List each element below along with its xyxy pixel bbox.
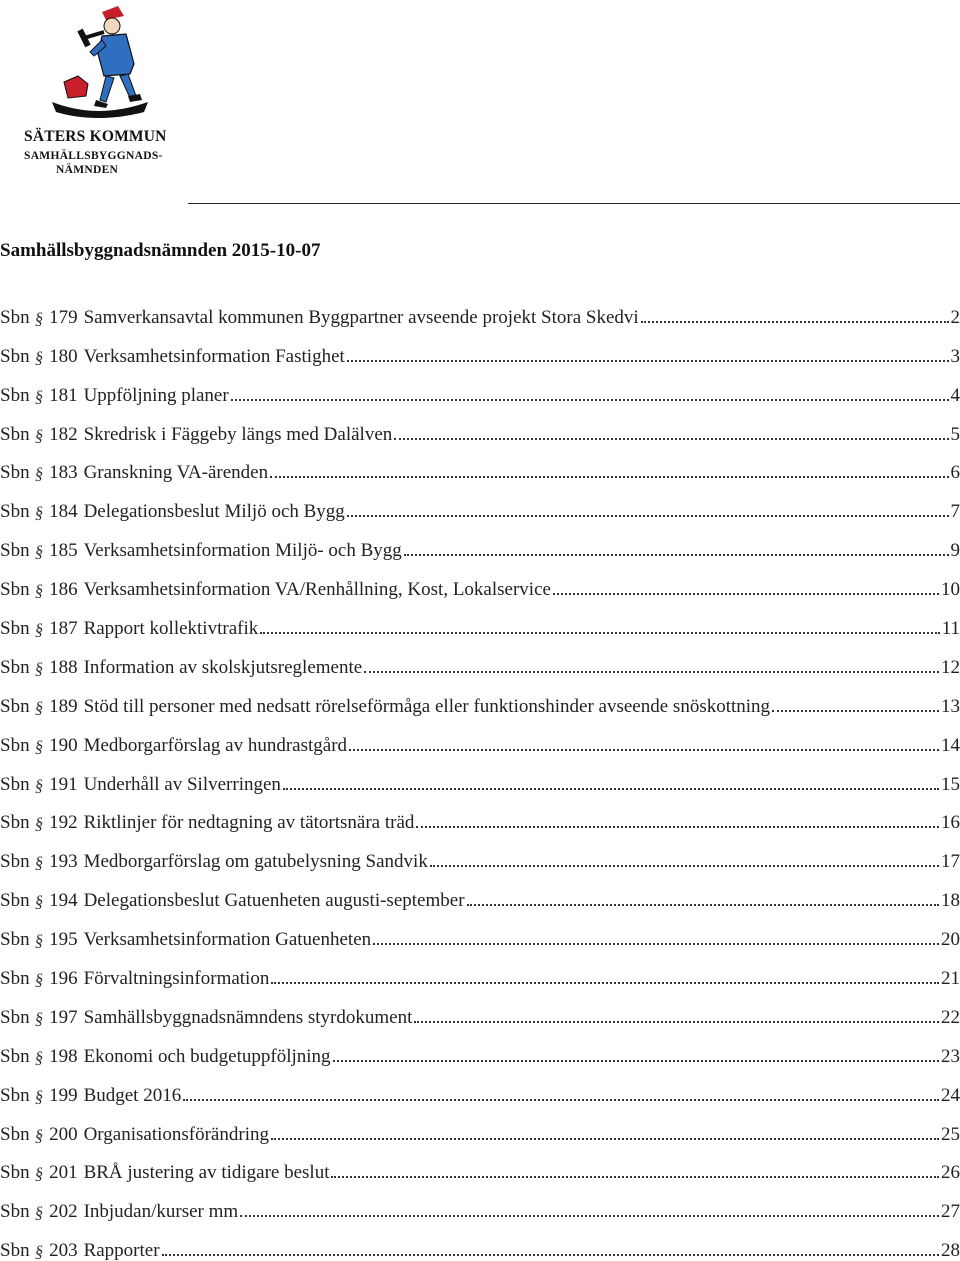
org-subtitle-line2: NÄMNDEN <box>56 164 118 176</box>
toc-entry-title: Granskning VA-ärenden <box>84 463 269 482</box>
toc-entry-title: Delegationsbeslut Miljö och Bygg <box>84 502 345 521</box>
toc-entry-page: 13 <box>941 697 960 716</box>
toc-entry-number: 194 <box>49 891 78 910</box>
section-symbol: § <box>33 893 44 910</box>
org-name: SÄTERS KOMMUN <box>24 128 167 146</box>
dot-leader <box>347 360 949 362</box>
section-symbol: § <box>33 310 44 327</box>
toc-entry-page: 17 <box>941 852 960 871</box>
dot-leader <box>271 982 939 984</box>
dot-leader <box>641 321 949 323</box>
section-symbol: § <box>33 582 44 599</box>
toc-entry-number: 187 <box>49 619 78 638</box>
section-symbol: § <box>33 1088 44 1105</box>
toc-entry[interactable] <box>0 910 960 949</box>
toc-prefix: Sbn <box>0 969 30 988</box>
dot-leader <box>333 1060 939 1062</box>
toc-entry-page: 2 <box>951 308 960 327</box>
toc-entry-title: Förvaltningsinformation <box>84 969 270 988</box>
toc-entry-page: 3 <box>951 347 960 366</box>
toc-entry-page: 21 <box>941 969 960 988</box>
toc-entry[interactable] <box>0 482 960 521</box>
dot-leader <box>349 749 939 751</box>
dot-leader <box>271 1138 939 1140</box>
section-symbol: § <box>33 621 44 638</box>
toc-entry-title: Organisationsförändring <box>84 1125 269 1144</box>
toc-entry-number: 181 <box>49 386 78 405</box>
toc-prefix: Sbn <box>0 308 30 327</box>
toc-entry[interactable] <box>0 1027 960 1066</box>
toc-entry[interactable] <box>0 794 960 833</box>
toc-prefix: Sbn <box>0 619 30 638</box>
toc-prefix: Sbn <box>0 852 30 871</box>
toc-entry-number: 191 <box>49 775 78 794</box>
toc-prefix: Sbn <box>0 386 30 405</box>
dot-leader <box>283 788 939 790</box>
org-subtitle-line1: SAMHÄLLSBYGGNADS- <box>24 150 163 162</box>
toc-entry-page: 9 <box>951 541 960 560</box>
toc-entry-title: Samverkansavtal kommunen Byggpartner avseende projekt Stora Skedvi <box>84 308 639 327</box>
section-symbol: § <box>33 971 44 988</box>
toc-entry-page: 16 <box>941 813 960 832</box>
section-symbol: § <box>33 388 44 405</box>
toc-entry-page: 26 <box>941 1163 960 1182</box>
section-symbol: § <box>33 504 44 521</box>
section-symbol: § <box>33 854 44 871</box>
toc-entry[interactable] <box>0 949 960 988</box>
toc-entry[interactable] <box>0 444 960 483</box>
toc-entry-page: 15 <box>941 775 960 794</box>
toc-entry[interactable] <box>0 871 960 910</box>
toc-entry-title: Inbjudan/kurser mm <box>84 1202 239 1221</box>
toc-prefix: Sbn <box>0 697 30 716</box>
toc-prefix: Sbn <box>0 463 30 482</box>
toc-prefix: Sbn <box>0 1008 30 1027</box>
toc-entry-number: 199 <box>49 1086 78 1105</box>
toc-entry-title: Verksamhetsinformation Fastighet <box>84 347 345 366</box>
toc-entry-title: Medborgarförslag av hundrastgård <box>84 736 347 755</box>
toc-entry-page: 25 <box>941 1125 960 1144</box>
dot-leader <box>772 710 939 712</box>
toc-entry-page: 28 <box>941 1241 960 1260</box>
toc-entry-number: 197 <box>49 1008 78 1027</box>
dot-leader <box>394 438 948 440</box>
dot-leader <box>270 476 948 478</box>
section-symbol: § <box>33 1243 44 1260</box>
dot-leader <box>467 904 939 906</box>
toc-entry-number: 184 <box>49 502 78 521</box>
toc-entry-number: 193 <box>49 852 78 871</box>
page-title: Samhällsbyggnadsnämnden 2015-10-07 <box>0 240 320 262</box>
toc-entry[interactable] <box>0 521 960 560</box>
toc-prefix: Sbn <box>0 813 30 832</box>
toc-entry-number: 183 <box>49 463 78 482</box>
toc-prefix: Sbn <box>0 1241 30 1260</box>
dot-leader <box>430 865 939 867</box>
dot-leader <box>240 1215 939 1217</box>
toc-entry-title: Rapporter <box>84 1241 160 1260</box>
section-symbol: § <box>33 427 44 444</box>
toc-entry-page: 23 <box>941 1047 960 1066</box>
dot-leader <box>347 515 949 517</box>
toc-entry-title: Riktlinjer för nedtagning av tätortsnära träd <box>84 813 415 832</box>
toc-entry-title: Verksamhetsinformation VA/Renhållning, Kost, Lokalservice <box>84 580 551 599</box>
toc-entry[interactable] <box>0 366 960 405</box>
toc-entry-title: Delegationsbeslut Gatuenheten augusti-september <box>84 891 465 910</box>
dot-leader <box>260 632 939 634</box>
header-rule <box>188 203 960 204</box>
toc-entry[interactable] <box>0 288 960 327</box>
toc-entry-number: 202 <box>49 1202 78 1221</box>
toc-entry-number: 180 <box>49 347 78 366</box>
section-symbol: § <box>33 1165 44 1182</box>
section-symbol: § <box>33 699 44 716</box>
toc-entry[interactable] <box>0 1144 960 1183</box>
dot-leader <box>331 1176 939 1178</box>
toc-entry-page: 10 <box>941 580 960 599</box>
section-symbol: § <box>33 349 44 366</box>
toc-entry-number: 192 <box>49 813 78 832</box>
toc-entry-page: 11 <box>942 619 960 638</box>
toc-entry-page: 5 <box>951 425 960 444</box>
toc-entry[interactable] <box>0 677 960 716</box>
toc-prefix: Sbn <box>0 736 30 755</box>
toc-entry-title: Uppföljning planer <box>84 386 229 405</box>
dot-leader <box>553 593 939 595</box>
toc-prefix: Sbn <box>0 930 30 949</box>
toc-prefix: Sbn <box>0 347 30 366</box>
section-symbol: § <box>33 543 44 560</box>
toc-entry-page: 12 <box>941 658 960 677</box>
toc-prefix: Sbn <box>0 1202 30 1221</box>
toc-entry-number: 195 <box>49 930 78 949</box>
toc-entry-title: Underhåll av Silverringen <box>84 775 281 794</box>
section-symbol: § <box>33 1204 44 1221</box>
toc-entry[interactable] <box>0 716 960 755</box>
dot-leader <box>404 554 949 556</box>
toc-entry-page: 14 <box>941 736 960 755</box>
toc-entry-number: 203 <box>49 1241 78 1260</box>
toc-entry[interactable] <box>0 599 960 638</box>
toc-entry[interactable] <box>0 1182 960 1221</box>
toc-prefix: Sbn <box>0 1125 30 1144</box>
toc-entry-title: Skredrisk i Fäggeby längs med Dalälven <box>84 425 393 444</box>
toc-entry-title: Ekonomi och budgetuppföljning <box>84 1047 331 1066</box>
toc-prefix: Sbn <box>0 658 30 677</box>
toc-entry-title: Stöd till personer med nedsatt rörelseförmåga eller funktionshinder avseende snöskottning <box>84 697 770 716</box>
toc-prefix: Sbn <box>0 1047 30 1066</box>
toc-entry-page: 27 <box>941 1202 960 1221</box>
toc-entry-title: Samhällsbyggnadsnämndens styrdokument <box>84 1008 413 1027</box>
toc-prefix: Sbn <box>0 425 30 444</box>
dot-leader <box>414 1021 939 1023</box>
dot-leader <box>231 399 949 401</box>
toc-entry-title: Budget 2016 <box>84 1086 182 1105</box>
section-symbol: § <box>33 738 44 755</box>
toc-entry[interactable] <box>0 1066 960 1105</box>
section-symbol: § <box>33 660 44 677</box>
section-symbol: § <box>33 1127 44 1144</box>
toc-entry-number: 201 <box>49 1163 78 1182</box>
toc-entry[interactable] <box>0 327 960 366</box>
toc-prefix: Sbn <box>0 891 30 910</box>
toc-entry-number: 185 <box>49 541 78 560</box>
toc-entry-title: Verksamhetsinformation Gatuenheten <box>84 930 372 949</box>
toc-entry-page: 20 <box>941 930 960 949</box>
toc-entry-number: 182 <box>49 425 78 444</box>
toc-entry-title: BRÅ justering av tidigare beslut <box>84 1163 330 1182</box>
toc-prefix: Sbn <box>0 1086 30 1105</box>
toc-entry-title: Information av skolskjutsreglemente <box>84 658 363 677</box>
toc-entry[interactable] <box>0 988 960 1027</box>
crest-miner-icon <box>44 2 154 120</box>
toc-entry-number: 190 <box>49 736 78 755</box>
toc-entry-title: Medborgarförslag om gatubelysning Sandvik <box>84 852 428 871</box>
toc-entry[interactable] <box>0 832 960 871</box>
toc-entry-title: Rapport kollektivtrafik <box>84 619 259 638</box>
toc-entry-page: 6 <box>951 463 960 482</box>
dot-leader <box>183 1099 939 1101</box>
section-symbol: § <box>33 1049 44 1066</box>
toc-prefix: Sbn <box>0 1163 30 1182</box>
section-symbol: § <box>33 932 44 949</box>
section-symbol: § <box>33 465 44 482</box>
section-symbol: § <box>33 815 44 832</box>
dot-leader <box>373 943 939 945</box>
dot-leader <box>162 1254 939 1256</box>
dot-leader <box>416 826 939 828</box>
section-symbol: § <box>33 1010 44 1027</box>
section-symbol: § <box>33 777 44 794</box>
toc-prefix: Sbn <box>0 775 30 794</box>
toc-entry-number: 196 <box>49 969 78 988</box>
toc-entry-page: 22 <box>941 1008 960 1027</box>
toc-prefix: Sbn <box>0 580 30 599</box>
toc-prefix: Sbn <box>0 541 30 560</box>
toc-entry-page: 18 <box>941 891 960 910</box>
toc-entry[interactable] <box>0 755 960 794</box>
toc-prefix: Sbn <box>0 502 30 521</box>
toc-entry-title: Verksamhetsinformation Miljö- och Bygg <box>84 541 402 560</box>
toc-entry-page: 4 <box>951 386 960 405</box>
toc-entry-number: 189 <box>49 697 78 716</box>
toc-entry[interactable] <box>0 405 960 444</box>
toc-entry[interactable] <box>0 638 960 677</box>
toc-entry[interactable] <box>0 1221 960 1260</box>
toc-entry-number: 186 <box>49 580 78 599</box>
toc-entry-number: 200 <box>49 1125 78 1144</box>
dot-leader <box>364 671 939 673</box>
toc-entry-number: 179 <box>49 308 78 327</box>
toc-entry-number: 198 <box>49 1047 78 1066</box>
toc-entry-number: 188 <box>49 658 78 677</box>
toc-entry[interactable] <box>0 560 960 599</box>
toc-entry-page: 24 <box>941 1086 960 1105</box>
toc-entry[interactable] <box>0 1105 960 1144</box>
toc-entry-page: 7 <box>951 502 960 521</box>
table-of-contents <box>0 288 960 1260</box>
